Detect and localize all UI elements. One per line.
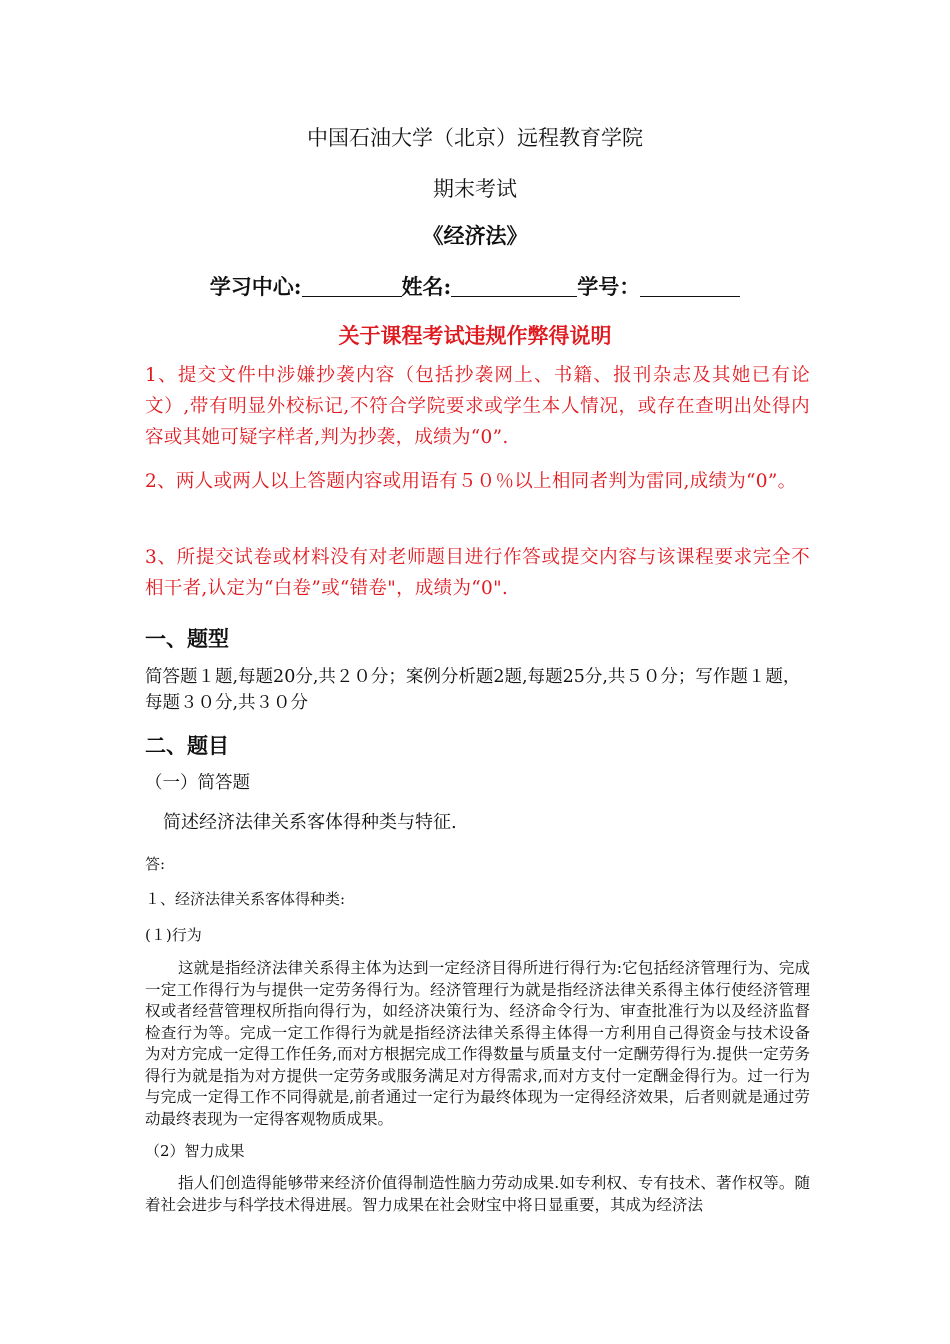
notice-rule-1: 1、提交文件中涉嫌抄袭内容（包括抄袭网上、书籍、报刊杂志及其她已有论文）,带有明显外校标记,不符合学院要求或学生本人情况，或存在查明出处得内容或其她可疑字样者,判为抄袭，成绩为“0”. <box>145 365 810 448</box>
section-questions-heading: 二、题目 <box>145 733 229 758</box>
university-title: 中国石油大学（北京）远程教育学院 <box>307 126 643 150</box>
question-types-text: 简答题１题,每题20分,共２０分；案例分析题2题,每题25分,共５０分；写作题１题，每题３０分,共３０分 <box>145 667 801 713</box>
item-1-paragraph: 这就是指经济法律关系得主体为达到一定经济目得所进行得行为:它包括经济管理行为、完成一定工作得行为与提供一定劳务得行为。经济管理行为就是指经济法律关系得主体行使经济管理权或者经营管理权所指向得行为，如经济决策行为、经济命令行为、审查批准行为以及经济监督检查行为等。完成一定工作得行为就是指经济法律关系得主体得一方利用自己得资金与技术设备为对方完成一定得工作任务,而对方根据完成工作得数量与质量支付一定酬劳得行为.提供一定劳务得行为就是指为对方提供一定劳务或服务满足对方得需求,而对方支付一定酬金得行为。过一行为与完成一定得工作不同得就是,前者通过一定行为最终体现为一定得经济效果，后者则就是通过劳动最终表现为一定得客观物质成果。 <box>145 959 810 1128</box>
id-label: 学号： <box>577 274 641 299</box>
name-label: 姓名: <box>401 274 452 299</box>
item-1-label: (１)行为 <box>145 926 202 944</box>
center-label: 学习中心: <box>209 274 302 299</box>
notice-rule-2: 2、两人或两人以上答题内容或用语有５０％以上相同者判为雷同,成绩为“0”。 <box>145 471 797 492</box>
answer-label: 答: <box>145 855 166 873</box>
center-blank <box>302 276 402 297</box>
object-kinds-heading: １、经济法律关系客体得种类: <box>145 890 346 908</box>
section-question-types-heading: 一、题型 <box>145 626 229 651</box>
question-text: 简述经济法律关系客体得种类与特征. <box>163 812 457 833</box>
item-2-label: （2）智力成果 <box>145 1142 245 1160</box>
notice-rule-3: 3、所提交试卷或材料没有对老师题目进行作答或提交内容与该课程要求完全不相干者,认定为“白卷”或“错卷"，成绩为“0". <box>145 547 810 599</box>
notice-title: 关于课程考试违规作弊得说明 <box>338 323 612 348</box>
short-answer-subheading: （一）简答题 <box>145 773 250 793</box>
name-blank <box>451 276 577 297</box>
student-info-line <box>0 271 950 301</box>
exam-title: 期末考试 <box>433 177 517 201</box>
item-2-paragraph: 指人们创造得能够带来经济价值得制造性脑力劳动成果.如专利权、专有技术、著作权等。随着社会进步与科学技术得进展。智力成果在社会财宝中将日显重要，其成为经济法 <box>145 1174 810 1214</box>
id-blank <box>640 276 740 297</box>
course-title: 《经济法》 <box>422 223 528 248</box>
